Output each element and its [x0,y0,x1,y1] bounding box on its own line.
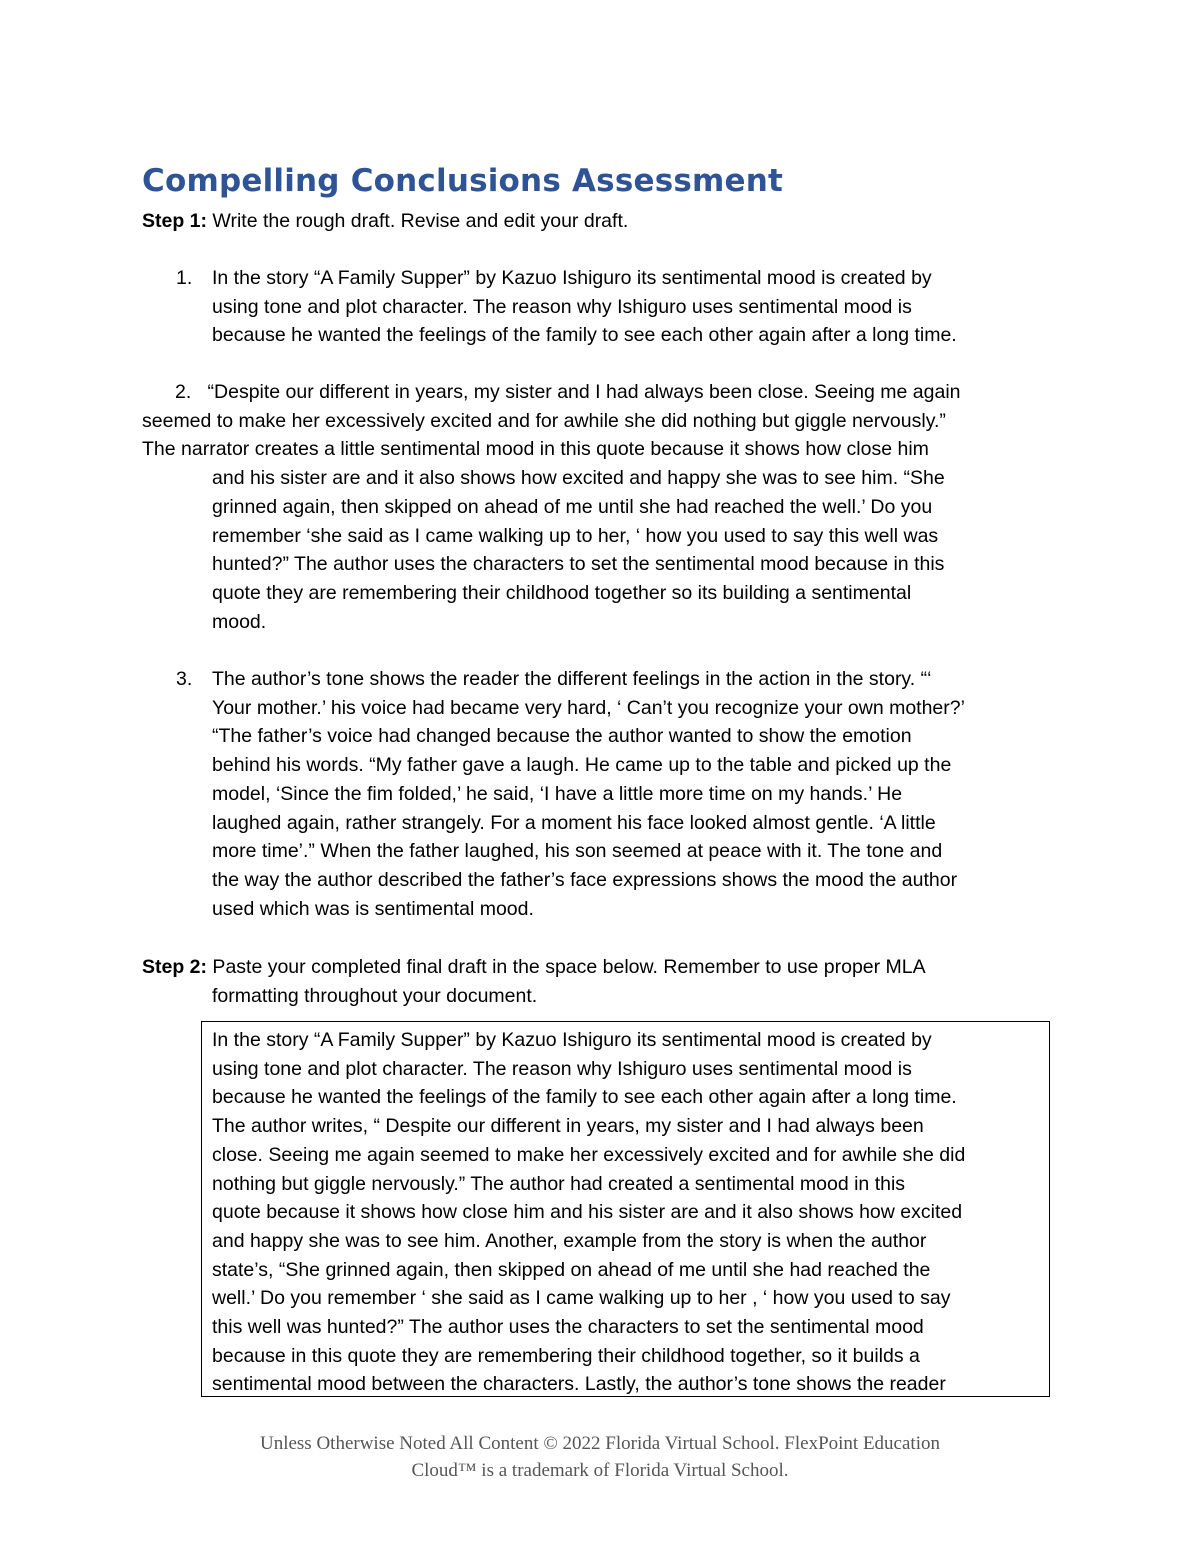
paragraph-line: seemed to make her excessively excited and for awhile she did nothing but giggle nervously.” [142,409,946,432]
paragraph-line: the way the author described the father’s face expressions shows the mood the author [212,868,958,891]
paragraph-line: used which was is sentimental mood. [212,897,534,920]
step-2-text: Paste your completed final draft in the space below. Remember to use proper MLA [207,956,926,978]
paragraph-line: remember ‘she said as I came walking up to her, ‘ how you used to say this well was [212,524,939,547]
step-1-text: Write the rough draft. Revise and edit your draft. [207,210,629,232]
final-draft-line: well.’ Do you remember ‘ she said as I came walking up to her , ‘ how you used to say [212,1287,951,1310]
paragraph-line: and his sister are and it also shows how excited and happy she was to see him. “She [212,467,945,490]
paragraph-line: “The father’s voice had changed because the author wanted to show the emotion [212,725,912,748]
page-footer [0,1430,1200,1484]
step-2-line [142,953,1042,982]
paragraph-line [142,378,1062,407]
step-2-label: Step 2: [142,956,208,978]
final-draft-line: this well was hunted?” The author uses the characters to set the sentimental mood [212,1316,924,1339]
list-item-3 [176,665,1072,923]
paragraph-line-text: “Despite our different in years, my sister and I had always been close. Seeing me again [207,381,961,403]
paragraph-line: laughed again, rather strangely. For a moment his face looked almost gentle. ‘A little [212,811,936,834]
final-draft-text-box[interactable] [201,1021,1050,1397]
final-draft-line: because he wanted the feelings of the family to see each other again after a long time. [212,1086,957,1109]
paragraph-line: grinned again, then skipped on ahead of me until she had reached the well.’ Do you [212,495,933,518]
footer-line: Unless Otherwise Noted All Content © 2022 Florida Virtual School. FlexPoint Education [259,1433,940,1454]
paragraph-line: Your mother.’ his voice had became very hard, ‘ Can’t you recognize your own mother?’ [212,696,965,719]
final-draft-line: close. Seeing me again seemed to make her excessively excited and for awhile she did [212,1143,966,1166]
final-draft-line: quote because it shows how close him and his sister are and it also shows how excited [212,1201,963,1224]
list-number: 3. [176,668,193,690]
step-2-line: formatting throughout your document. [212,984,538,1007]
final-draft-line: because in this quote they are remembering their childhood together, so it builds a [212,1344,920,1367]
paragraph-line: quote they are remembering their childhood together so its building a sentimental [212,581,912,604]
paragraph-line: using tone and plot character. The reason why Ishiguro uses sentimental mood is [212,295,912,318]
footer-line: Cloud™ is a trademark of Florida Virtual School. [411,1460,789,1481]
final-draft-line: state’s, “She grinned again, then skipped on ahead of me until she had reached the [212,1258,931,1281]
paragraph-line: hunted?” The author uses the characters to set the sentimental mood because in this [212,553,945,576]
document-title: Compelling Conclusions Assessment [142,163,784,199]
paragraph-line: The author’s tone shows the reader the different feelings in the action in the story. “‘ [212,668,932,690]
list-number: 1. [176,267,193,289]
final-draft-line: and happy she was to see him. Another, example from the story is when the author [212,1229,927,1252]
paragraph-line: mood. [212,610,267,633]
paragraph-line: more time’.” When the father laughed, his son seemed at peace with it. The tone and [212,840,943,863]
list-item-1 [176,264,1072,350]
final-draft-content [212,1026,1050,1397]
final-draft-line: sentimental mood between the characters. Lastly, the author’s tone shows the reader [212,1373,946,1396]
list-number: 2. [175,381,192,403]
step-1-label: Step 1: [142,210,208,232]
paragraph-line: because he wanted the feelings of the family to see each other again after a long time. [212,324,957,347]
final-draft-line: using tone and plot character. The reason why Ishiguro uses sentimental mood is [212,1057,912,1080]
paragraph-line: model, ‘Since the fim folded,’ he said, ‘I have a little more time on my hands.’ He [212,782,903,805]
step-1-instruction [142,207,628,236]
paragraph-line: behind his words. “My father gave a laugh. He came up to the table and picked up the [212,754,952,777]
step-2-instruction [142,953,1042,1010]
paragraph-line: In the story “A Family Supper” by Kazuo Ishiguro its sentimental mood is created by [212,267,932,289]
final-draft-line: The author writes, “ Despite our different in years, my sister and I had always been [212,1115,924,1138]
final-draft-line: In the story “A Family Supper” by Kazuo Ishiguro its sentimental mood is created by [212,1029,932,1051]
list-item-2 [142,378,1062,636]
final-draft-line: nothing but giggle nervously.” The author had created a sentimental mood in this [212,1172,906,1195]
paragraph-line: The narrator creates a little sentimental mood in this quote because it shows how close him [142,438,929,461]
